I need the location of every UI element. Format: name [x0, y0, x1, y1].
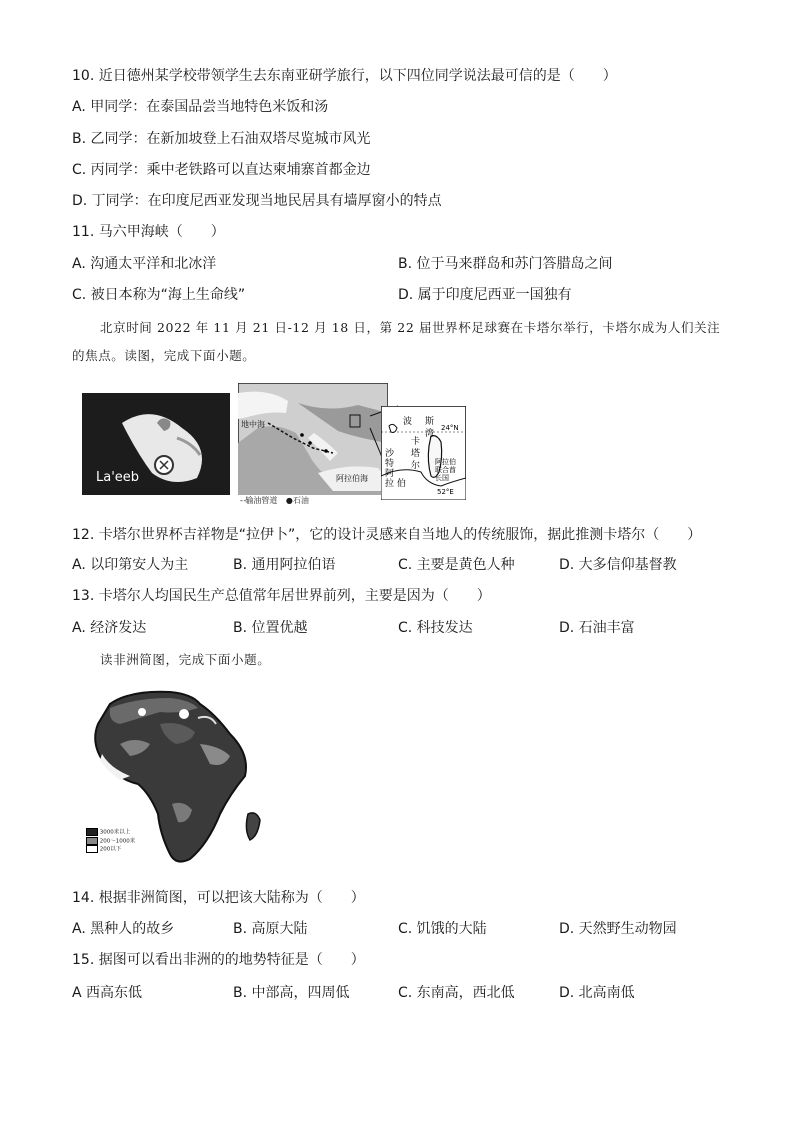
qatar-inset-map [381, 406, 466, 500]
svg-text:52°E: 52°E [437, 488, 454, 496]
q13-option-b[interactable]: B. 位置优越 [233, 620, 308, 636]
q11-stem: 11. 马六甲海峡（ ） [72, 224, 225, 240]
svg-text:斯: 斯 [425, 417, 435, 427]
q15-stem: 15. 据图可以看出非洲的的地势特征是（ ） [72, 952, 365, 968]
legend-item-low: 200以下 [86, 845, 135, 854]
svg-text:长国: 长国 [435, 474, 449, 482]
svg-text:伯: 伯 [397, 479, 407, 489]
q12-option-c[interactable]: C. 主要是黄色人种 [398, 557, 515, 573]
figure-qatar [76, 378, 466, 505]
legend-item-mid: 200～1000米 [86, 837, 135, 846]
q12-option-b[interactable]: B. 通用阿拉伯语 [233, 557, 336, 573]
svg-text:联合酋: 联合酋 [435, 466, 456, 474]
q15-option-c[interactable]: C. 东南高，西北低 [398, 985, 515, 1001]
q14-option-c[interactable]: C. 饥饿的大陆 [398, 921, 487, 937]
q10-option-c[interactable]: C. 丙同学：乘中老铁路可以直达柬埔寨首都金边 [72, 162, 371, 178]
q13-option-d[interactable]: D. 石油丰富 [559, 620, 635, 636]
svg-text:特: 特 [385, 459, 395, 469]
q10-option-d[interactable]: D. 丁同学：在印度尼西亚发现当地民居具有墙厚窗小的特点 [72, 193, 442, 209]
svg-text:湾: 湾 [425, 429, 435, 439]
africa-legend [86, 828, 135, 854]
q13-stem: 13. 卡塔尔人均国民生产总值常年居世界前列，主要是因为（ ） [72, 588, 491, 604]
q13-option-a[interactable]: A. 经济发达 [72, 620, 147, 636]
figure-africa [80, 684, 270, 864]
svg-text:拉: 拉 [385, 479, 395, 489]
mascot-image [82, 393, 230, 495]
passage-qatar-line2: 的焦点。读图，完成下面小题。 [72, 348, 256, 363]
svg-text:24°N: 24°N [441, 424, 459, 432]
q14-option-d[interactable]: D. 天然野生动物园 [559, 921, 677, 937]
q12-option-d[interactable]: D. 大多信仰基督教 [559, 557, 677, 573]
q11-option-c[interactable]: C. 被日本称为“海上生命线” [72, 287, 246, 303]
q15-option-d[interactable]: D. 北高南低 [559, 985, 635, 1001]
legend-item-high: 3000米以上 [86, 828, 135, 837]
q15-option-a[interactable]: A 西高东低 [72, 985, 143, 1001]
q15-option-b[interactable]: B. 中部高，四周低 [233, 985, 350, 1001]
q10-option-b[interactable]: B. 乙同学：在新加坡登上石油双塔尽览城市风光 [72, 131, 371, 147]
svg-text:沙: 沙 [385, 449, 395, 459]
q12-option-a[interactable]: A. 以印第安人为主 [72, 557, 189, 573]
passage-africa: 读非洲简图，完成下面小题。 [100, 652, 271, 667]
q12-stem: 12. 卡塔尔世界杯吉祥物是“拉伊卜”，它的设计灵感来自当地人的传统服饰，据此推测卡塔尔（ ） [72, 527, 702, 543]
label-mediterranean: 地中海 [241, 420, 265, 429]
q11-option-d[interactable]: D. 属于印度尼西亚一国独有 [398, 287, 572, 303]
svg-text:波: 波 [403, 417, 413, 427]
svg-text:阿拉伯: 阿拉伯 [435, 458, 456, 466]
legend-pipeline: - -输油管道 ●石油 [240, 496, 309, 505]
q11-option-a[interactable]: A. 沟通太平洋和北冰洋 [72, 256, 217, 272]
svg-text:塔: 塔 [411, 449, 421, 459]
svg-text:卡: 卡 [411, 437, 421, 447]
svg-text:尔: 尔 [411, 461, 421, 471]
svg-text:阿: 阿 [385, 469, 395, 479]
q10-stem: 10. 近日德州某学校带领学生去东南亚研学旅行，以下四位同学说法最可信的是（ ） [72, 68, 617, 84]
passage-qatar-line1: 北京时间 2022 年 11 月 21 日-12 月 18 日，第 22 届世界杯足球赛在卡塔尔举行，卡塔尔成为人们关注 [100, 320, 721, 335]
q14-option-a[interactable]: A. 黑种人的故乡 [72, 921, 175, 937]
q13-option-c[interactable]: C. 科技发达 [398, 620, 473, 636]
q14-option-b[interactable]: B. 高原大陆 [233, 921, 308, 937]
q10-option-a[interactable]: A. 甲同学：在泰国品尝当地特色米饭和汤 [72, 99, 329, 115]
q14-stem: 14. 根据非洲简图，可以把该大陆称为（ ） [72, 890, 365, 906]
label-arabian-sea: 阿拉伯海 [336, 474, 368, 483]
q11-option-b[interactable]: B. 位于马来群岛和苏门答腊岛之间 [398, 256, 613, 272]
mascot-caption: La'eeb [96, 470, 140, 485]
